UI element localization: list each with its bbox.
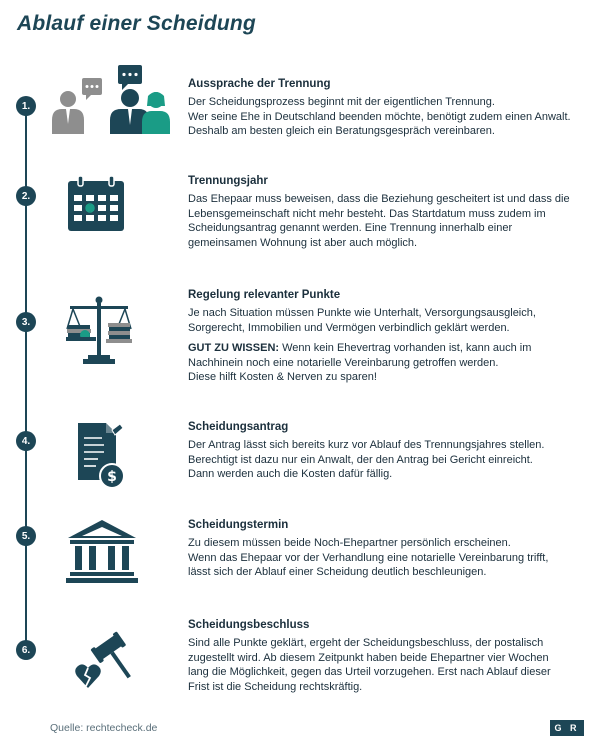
step-line: Zu diesem müssen beide Noch-Ehepartner persönlich erscheinen.	[188, 537, 511, 549]
step-line: Scheidungsantrag genannt werden. Eine Trennung innerhalb einer	[188, 222, 513, 234]
step-3	[188, 289, 588, 385]
step-line: Wenn kein Ehevertrag vorhanden ist, kann auch im	[279, 342, 532, 354]
page-title: Ablauf einer Scheidung	[17, 12, 256, 35]
step-number: 3.	[16, 312, 36, 332]
step-title: Scheidungsbeschluss	[188, 619, 310, 631]
document-fee-icon	[74, 420, 128, 490]
step-line: Wer seine Ehe in Deutschland beenden möchte, benötigt zudem einen Anwalt.	[188, 110, 571, 123]
good-to-know-note	[188, 341, 588, 356]
step-number: 1.	[16, 96, 36, 116]
step-number: 2.	[16, 186, 36, 206]
step-line: Wenn das Ehepaar vor der Verhandlung eine notarielle Vereinbarung trifft,	[188, 551, 549, 564]
step-6	[188, 619, 588, 694]
step-title: Aussprache der Trennung	[188, 78, 331, 90]
speech-people-icon	[48, 62, 174, 137]
step-line: Lebensgemeinschaft nicht mehr besteht. Das Startdatum muss zudem im	[188, 207, 546, 220]
step-line: lang die Möglichkeit, gegen das Urteil vorzugehen. Erst nach Ablauf dieser	[188, 666, 551, 678]
step-line: Nachhinein noch eine notarielle Vereinbarung getroffen werden.	[188, 356, 499, 369]
step-line: Frist ist die Scheidung rechtskräftig.	[188, 680, 363, 693]
step-title: Scheidungstermin	[188, 519, 289, 531]
step-line: Sind alle Punkte geklärt, ergeht der Scheidungsbeschluss, der postalisch	[188, 637, 544, 649]
step-number: 5.	[16, 526, 36, 546]
step-title: Regelung relevanter Punkte	[188, 289, 341, 301]
step-line: Das Ehepaar muss beweisen, dass die Beziehung gescheitert ist und dass die	[188, 193, 570, 205]
step-line: zugestellt wird. Ab diesem Zeitpunkt haben beide Ehepartner vier Wochen	[188, 651, 549, 664]
step-line: Deshalb am besten gleich ein Beratungsgespräch vereinbaren.	[188, 125, 495, 137]
calendar-icon	[66, 175, 126, 233]
step-line: Je nach Situation müssen Punkte wie Unterhalt, Versorgungsausgleich,	[188, 307, 536, 319]
scales-icon	[64, 295, 134, 367]
step-line: Der Antrag lässt sich bereits kurz vor Ablauf des Trennungsjahres stellen.	[188, 439, 545, 451]
step-line: Diese hilft Kosten & Nerven zu sparen!	[188, 371, 377, 383]
step-line: Dann werden auch die Kosten dafür fällig.	[188, 468, 393, 480]
step-title: Scheidungsantrag	[188, 421, 289, 433]
step-5	[188, 519, 588, 580]
step-line: lässt sich der Ablauf einer Scheidung deutlich beschleunigen.	[188, 566, 487, 578]
step-line: Der Scheidungsprozess beginnt mit der eigentlichen Trennung.	[188, 96, 495, 108]
brand-logo: G R	[550, 720, 584, 736]
step-4	[188, 421, 588, 482]
step-line: Sorgerecht, Immobilien und Vermögen verbindlich geklärt werden.	[188, 321, 510, 334]
step-line: gemeinsamen Wohnung ist aber auch möglich.	[188, 236, 418, 249]
good-to-know-label: GUT ZU WISSEN:	[188, 342, 280, 354]
step-line: Berechtigt ist dazu nur ein Anwalt, der den Antrag bei Gericht einreicht.	[188, 453, 533, 466]
step-title: Trennungsjahr	[188, 175, 268, 187]
source-note: Quelle: rechtecheck.de	[50, 722, 158, 734]
courthouse-icon	[64, 518, 140, 584]
step-1	[188, 78, 588, 139]
step-2	[188, 175, 588, 250]
gavel-broken-heart-icon	[74, 626, 138, 692]
step-number: 6.	[16, 640, 36, 660]
svg-text:$: $	[107, 469, 117, 485]
step-number: 4.	[16, 431, 36, 451]
